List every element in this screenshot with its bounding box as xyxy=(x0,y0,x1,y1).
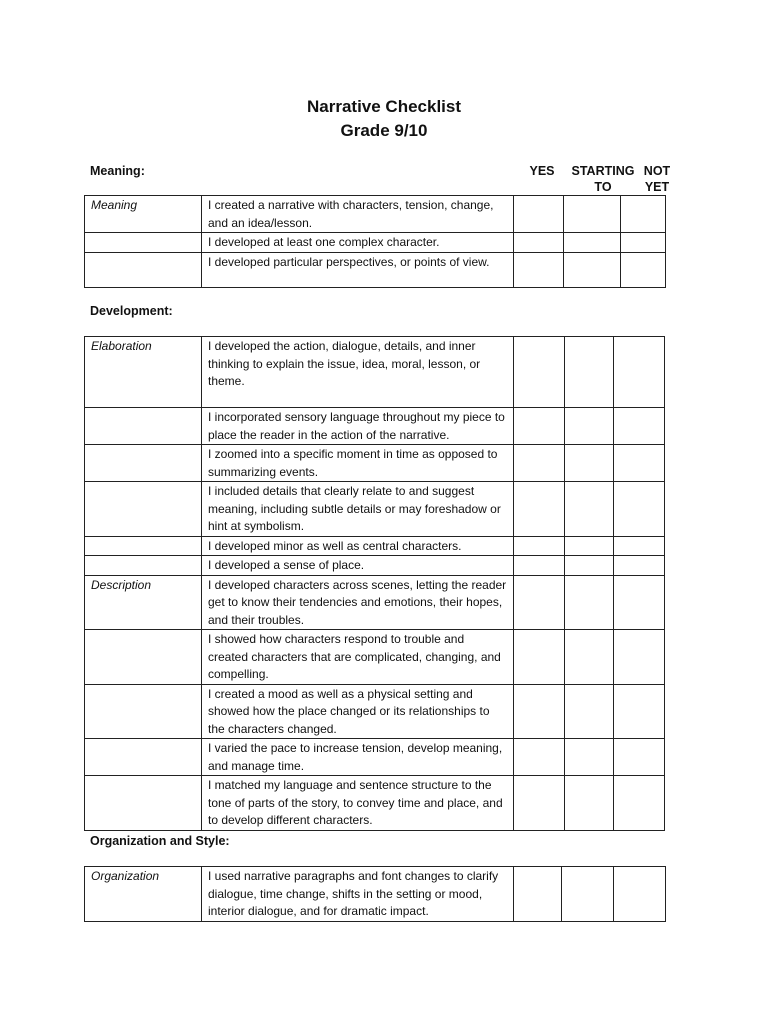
yes-checkbox[interactable] xyxy=(514,536,565,556)
table-row xyxy=(85,196,666,233)
yes-checkbox[interactable] xyxy=(514,337,565,408)
row-criterion: I created a narrative with characters, tension, change, and an idea/lesson. xyxy=(202,196,514,233)
row-category xyxy=(85,482,202,537)
row-category xyxy=(85,556,202,576)
table-row xyxy=(85,776,665,831)
starting-to-checkbox[interactable] xyxy=(565,445,614,482)
row-criterion: I developed the action, dialogue, details, and inner thinking to explain the issue, idea, moral, lesson, or theme. xyxy=(202,337,514,408)
yes-checkbox[interactable] xyxy=(514,739,565,776)
row-category xyxy=(85,233,202,253)
yes-checkbox[interactable] xyxy=(514,233,564,253)
row-category xyxy=(85,445,202,482)
yes-checkbox[interactable] xyxy=(514,575,565,630)
starting-to-checkbox[interactable] xyxy=(565,482,614,537)
table-row xyxy=(85,337,665,408)
row-criterion: I matched my language and sentence structure to the tone of parts of the story, to convey time and place, and to develop different characters. xyxy=(202,776,514,831)
yes-checkbox[interactable] xyxy=(514,252,564,287)
starting-to-checkbox[interactable] xyxy=(565,739,614,776)
row-category: Description xyxy=(85,575,202,630)
starting-to-checkbox[interactable] xyxy=(565,575,614,630)
starting-to-checkbox[interactable] xyxy=(564,233,621,253)
row-criterion: I developed at least one complex character. xyxy=(202,233,514,253)
table-row xyxy=(85,482,665,537)
row-criterion: I developed characters across scenes, letting the reader get to know their tendencies and emotions, their hopes, and their troubles. xyxy=(202,575,514,630)
not-yet-checkbox[interactable] xyxy=(614,408,665,445)
row-criterion: I included details that clearly relate to and suggest meaning, including subtle details or may foreshadow or hint at symbolism. xyxy=(202,482,514,537)
starting-to-checkbox[interactable] xyxy=(565,776,614,831)
section-heading-development: Development: xyxy=(90,304,173,318)
row-criterion: I used narrative paragraphs and font changes to clarify dialogue, time change, shifts in the setting or mood, interior dialogue, and for dramatic impact. xyxy=(202,867,514,922)
section-heading-meaning: Meaning: xyxy=(90,164,145,178)
row-criterion: I developed minor as well as central characters. xyxy=(202,536,514,556)
row-category xyxy=(85,776,202,831)
not-yet-checkbox[interactable] xyxy=(614,575,665,630)
table-row xyxy=(85,739,665,776)
yes-checkbox[interactable] xyxy=(514,556,565,576)
yes-checkbox[interactable] xyxy=(514,482,565,537)
starting-to-checkbox[interactable] xyxy=(565,556,614,576)
row-category: Elaboration xyxy=(85,337,202,408)
row-criterion: I zoomed into a specific moment in time as opposed to summarizing events. xyxy=(202,445,514,482)
meaning-table xyxy=(84,195,666,288)
not-yet-checkbox[interactable] xyxy=(614,776,665,831)
table-row xyxy=(85,630,665,685)
not-yet-checkbox[interactable] xyxy=(621,233,666,253)
not-yet-checkbox[interactable] xyxy=(614,482,665,537)
row-category xyxy=(85,252,202,287)
not-yet-checkbox[interactable] xyxy=(614,337,665,408)
document-title: Narrative Checklist xyxy=(306,97,462,116)
starting-to-checkbox[interactable] xyxy=(564,252,621,287)
starting-to-checkbox[interactable] xyxy=(565,337,614,408)
yes-checkbox[interactable] xyxy=(514,776,565,831)
row-category xyxy=(85,408,202,445)
yes-checkbox[interactable] xyxy=(514,867,562,922)
column-header-starting-to: STARTING TO xyxy=(571,164,635,194)
development-table xyxy=(84,336,665,831)
starting-to-checkbox[interactable] xyxy=(565,684,614,739)
document-subtitle: Grade 9/10 xyxy=(340,121,428,140)
row-criterion: I varied the pace to increase tension, develop meaning, and manage time. xyxy=(202,739,514,776)
starting-to-checkbox[interactable] xyxy=(565,630,614,685)
not-yet-checkbox[interactable] xyxy=(621,252,666,287)
table-row xyxy=(85,556,665,576)
row-category xyxy=(85,536,202,556)
table-row xyxy=(85,575,665,630)
table-row xyxy=(85,867,666,922)
row-category xyxy=(85,739,202,776)
table-row xyxy=(85,252,666,287)
table-row xyxy=(85,684,665,739)
not-yet-checkbox[interactable] xyxy=(614,867,666,922)
not-yet-checkbox[interactable] xyxy=(621,196,666,233)
table-row xyxy=(85,408,665,445)
organization-table xyxy=(84,866,666,922)
not-yet-checkbox[interactable] xyxy=(614,445,665,482)
table-row xyxy=(85,233,666,253)
starting-to-checkbox[interactable] xyxy=(562,867,614,922)
row-category: Organization xyxy=(85,867,202,922)
table-row xyxy=(85,445,665,482)
row-category xyxy=(85,630,202,685)
row-criterion: I developed a sense of place. xyxy=(202,556,514,576)
not-yet-checkbox[interactable] xyxy=(614,556,665,576)
starting-to-checkbox[interactable] xyxy=(564,196,621,233)
column-header-not-yet: NOT YET xyxy=(643,164,671,194)
not-yet-checkbox[interactable] xyxy=(614,739,665,776)
yes-checkbox[interactable] xyxy=(514,408,565,445)
row-category: Meaning xyxy=(85,196,202,233)
row-criterion: I incorporated sensory language throughout my piece to place the reader in the action of the narrative. xyxy=(202,408,514,445)
row-criterion: I developed particular perspectives, or points of view. xyxy=(202,252,514,287)
starting-to-checkbox[interactable] xyxy=(565,408,614,445)
row-criterion: I created a mood as well as a physical setting and showed how the place changed or its relationships to the characters changed. xyxy=(202,684,514,739)
starting-to-checkbox[interactable] xyxy=(565,536,614,556)
not-yet-checkbox[interactable] xyxy=(614,630,665,685)
table-row xyxy=(85,536,665,556)
section-heading-organization: Organization and Style: xyxy=(90,834,230,848)
not-yet-checkbox[interactable] xyxy=(614,536,665,556)
yes-checkbox[interactable] xyxy=(514,684,565,739)
yes-checkbox[interactable] xyxy=(514,445,565,482)
yes-checkbox[interactable] xyxy=(514,196,564,233)
row-criterion: I showed how characters respond to trouble and created characters that are complicated, changing, and compelling. xyxy=(202,630,514,685)
not-yet-checkbox[interactable] xyxy=(614,684,665,739)
column-header-yes: YES xyxy=(529,164,555,178)
row-category xyxy=(85,684,202,739)
yes-checkbox[interactable] xyxy=(514,630,565,685)
